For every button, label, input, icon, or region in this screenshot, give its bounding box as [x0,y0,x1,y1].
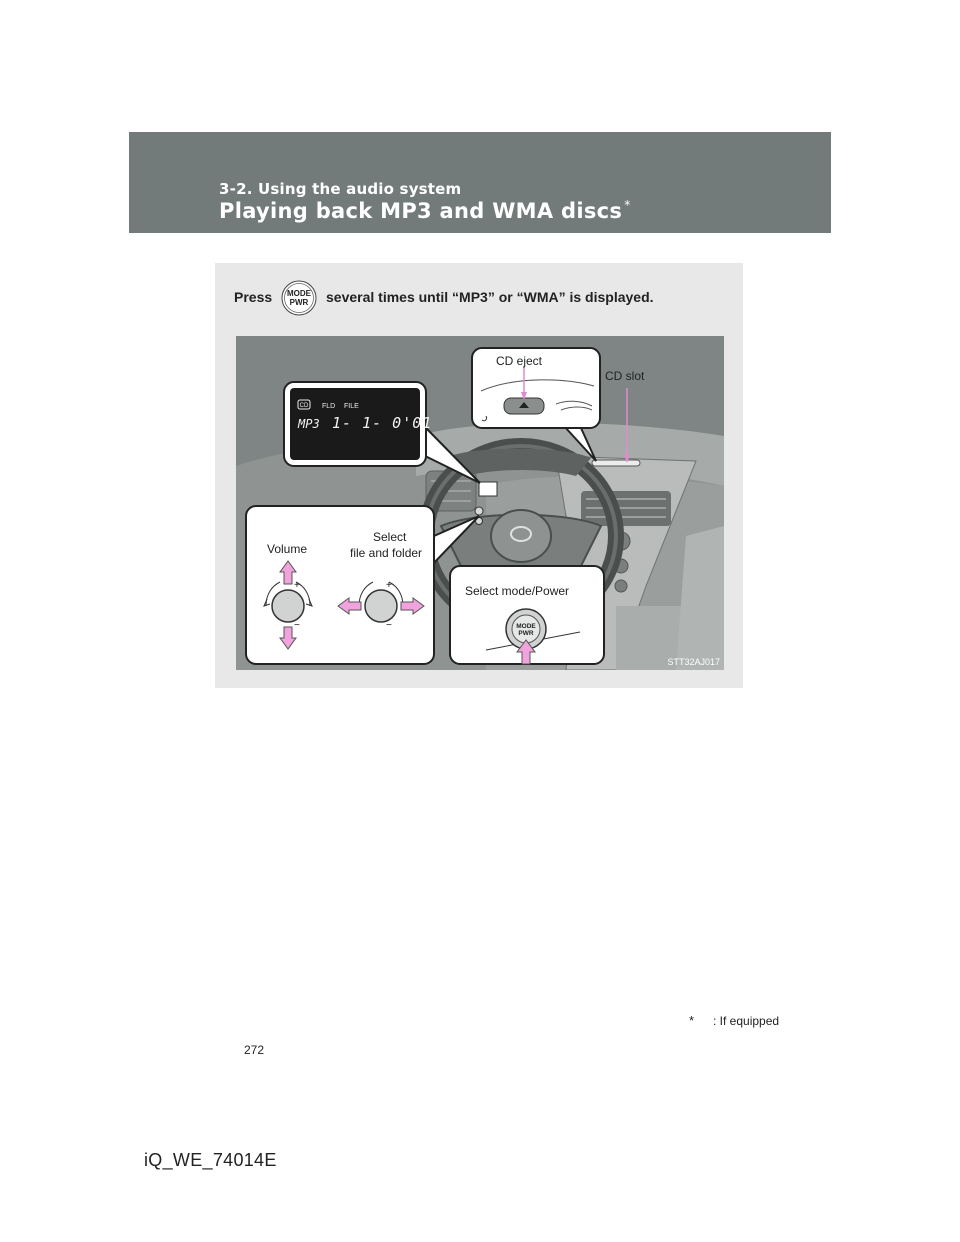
instruction-press: Press [234,289,273,305]
label-select-mode: Select mode/Power [465,584,570,598]
knob-mode-text: MODE [516,623,536,630]
figure-code: STT32AJ017 [667,657,720,667]
display-numbers: 1- 1- 0'01 [332,414,433,432]
display-fld: FLD [322,403,336,410]
dashboard-illustration [236,336,724,670]
label-select-1: Select [373,530,407,544]
button-mode-text: MODE [287,289,311,298]
display-cd-icon: CD [299,403,309,409]
label-cd-eject: CD eject [496,354,543,368]
dashboard-drawing [236,336,724,670]
document-id: iQ_WE_74014E [144,1150,277,1170]
instruction-rest: several times until “MP3” or “WMA” is displayed. [326,289,654,305]
svg-text:+: + [294,580,300,591]
footnote [689,1013,780,1028]
mode-pwr-button-icon [281,280,317,316]
label-cd-slot: CD slot [605,369,645,383]
svg-text:−: − [294,620,300,631]
footnote-text: : If equipped [713,1014,780,1028]
svg-text:−: − [386,620,392,631]
section-heading: 3-2. Using the audio system [219,180,462,198]
page-title [219,198,631,223]
button-pwr-text: PWR [289,298,309,307]
label-select-2: file and folder [350,546,423,560]
footnote-mark: * [689,1013,695,1028]
display-file: FILE [344,403,359,410]
instruction-text [234,289,654,307]
title-text: Playing back MP3 and WMA discs [219,199,623,223]
title-footnote-mark: * [624,198,631,212]
display-mode: MP3 [298,417,320,431]
label-volume: Volume [267,542,308,556]
svg-text:+: + [386,580,392,591]
knob-pwr-text: PWR [518,630,534,637]
page-number: 272 [244,1043,265,1057]
